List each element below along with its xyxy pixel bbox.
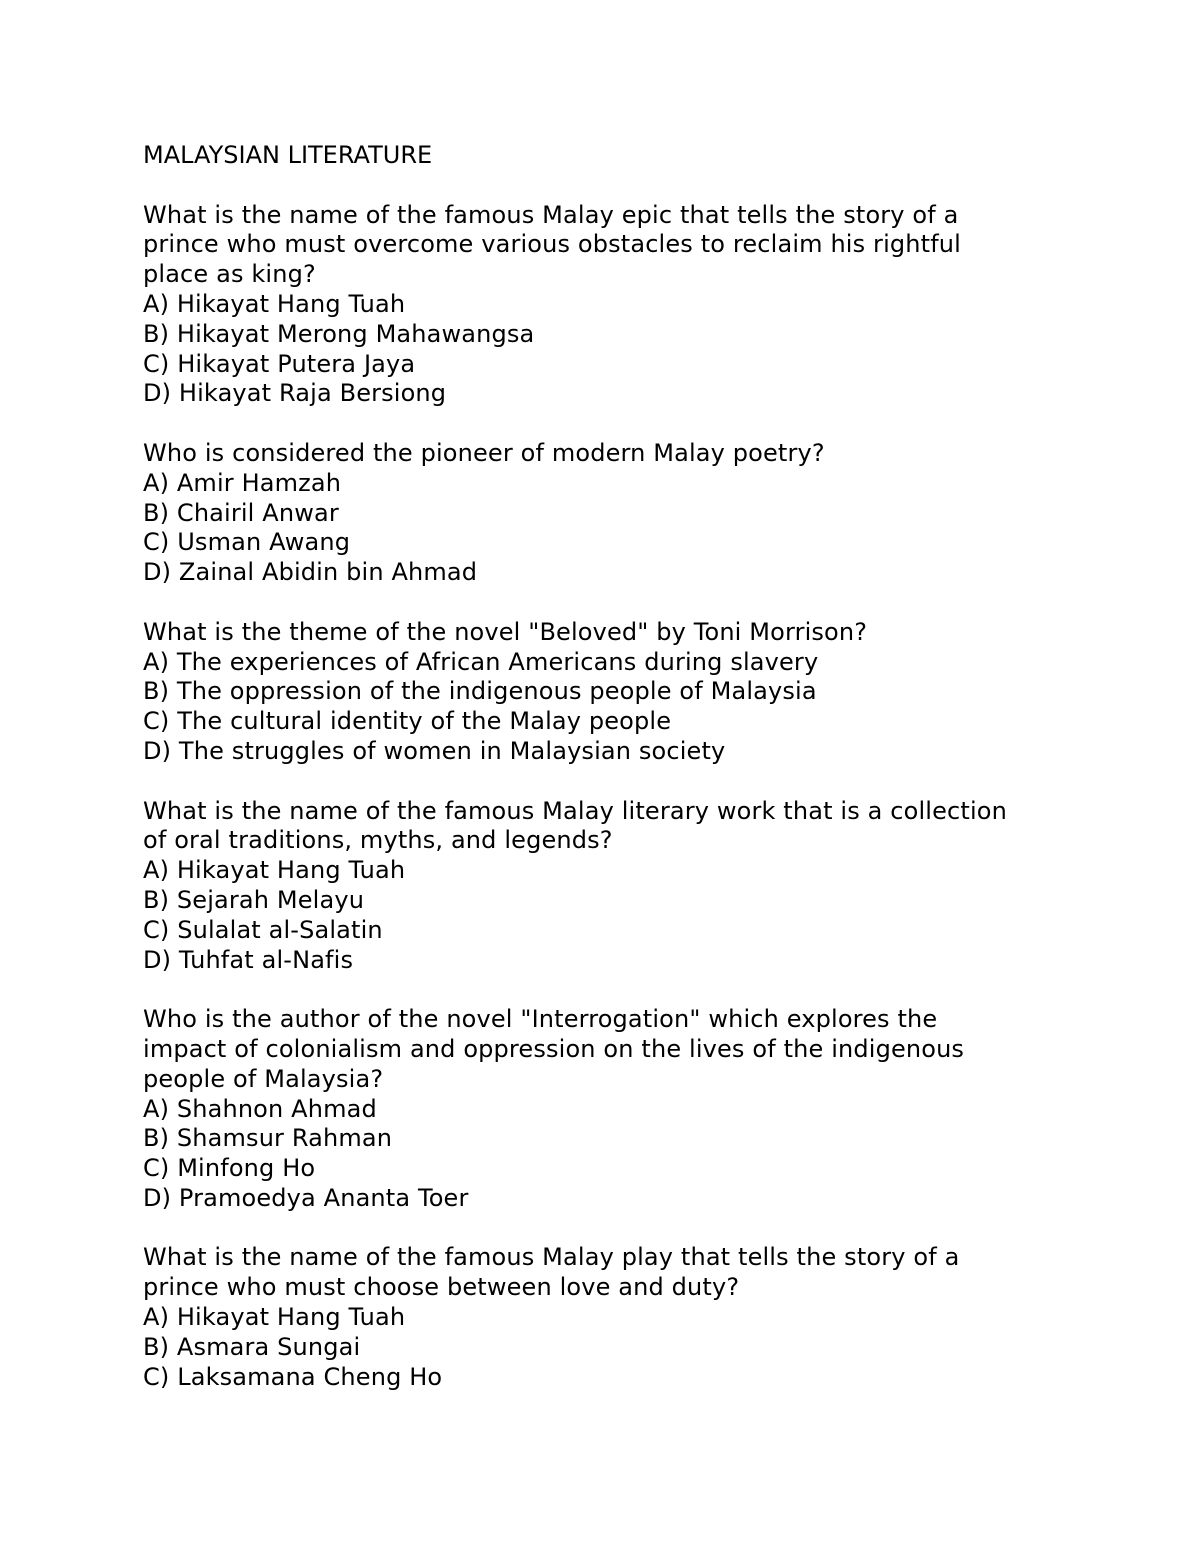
document-page: [143, 141, 1143, 1392]
answer-options: [143, 290, 1143, 409]
answer-option: C) Usman Awang: [143, 528, 351, 557]
answer-option: A) The experiences of African Americans during slavery: [143, 647, 819, 676]
question-text-line: impact of colonialism and oppression on the lives of the indigenous: [143, 1034, 965, 1063]
question-text-line: Who is considered the pioneer of modern Malay poetry?: [143, 438, 825, 467]
question-text-line: What is the name of the famous Malay epic that tells the story of a: [143, 200, 959, 229]
spacer: [143, 171, 1143, 201]
question-text-line: What is the theme of the novel "Beloved" by Toni Morrison?: [143, 617, 868, 646]
question-text-line: What is the name of the famous Malay play that tells the story of a: [143, 1243, 960, 1272]
question-text-line: What is the name of the famous Malay literary work that is a collection: [143, 796, 1007, 825]
answer-option: B) Hikayat Merong Mahawangsa: [143, 319, 535, 348]
spacer: [143, 588, 1143, 618]
spacer: [143, 767, 1143, 797]
question-list: [143, 201, 1143, 1393]
question-block: [143, 618, 1143, 767]
answer-option: A) Shahnon Ahmad: [143, 1094, 377, 1123]
question-text-line: Who is the author of the novel "Interrogation" which explores the: [143, 1005, 938, 1034]
spacer: [143, 1214, 1143, 1244]
answer-option: B) Shamsur Rahman: [143, 1124, 393, 1153]
answer-option: C) Laksamana Cheng Ho: [143, 1362, 443, 1391]
answer-options: [143, 1095, 1143, 1214]
question-block: [143, 797, 1143, 976]
answer-option: A) Amir Hamzah: [143, 468, 342, 497]
answer-option: B) Asmara Sungai: [143, 1332, 361, 1361]
answer-option: A) Hikayat Hang Tuah: [143, 1303, 406, 1332]
answer-options: [143, 469, 1143, 588]
answer-options: [143, 648, 1143, 767]
question-text-line: people of Malaysia?: [143, 1064, 384, 1093]
answer-option: A) Hikayat Hang Tuah: [143, 289, 406, 318]
answer-option: D) The struggles of women in Malaysian society: [143, 736, 726, 765]
question-block: [143, 201, 1143, 410]
spacer: [143, 409, 1143, 439]
answer-option: C) Hikayat Putera Jaya: [143, 349, 416, 378]
question-text-line: prince who must choose between love and duty?: [143, 1273, 740, 1302]
document-title: MALAYSIAN LITERATURE: [143, 141, 433, 169]
question-text-line: of oral traditions, myths, and legends?: [143, 826, 613, 855]
answer-option: C) Sulalat al-Salatin: [143, 915, 383, 944]
answer-option: B) Sejarah Melayu: [143, 885, 365, 914]
answer-option: D) Tuhfat al-Nafis: [143, 945, 354, 974]
spacer: [143, 975, 1143, 1005]
question-block: [143, 1005, 1143, 1214]
answer-option: B) The oppression of the indigenous people of Malaysia: [143, 677, 817, 706]
answer-options: [143, 856, 1143, 975]
answer-option: D) Pramoedya Ananta Toer: [143, 1183, 469, 1212]
answer-options: [143, 1303, 1143, 1392]
answer-option: D) Zainal Abidin bin Ahmad: [143, 558, 478, 587]
answer-option: C) Minfong Ho: [143, 1154, 316, 1183]
question-block: [143, 439, 1143, 588]
answer-option: B) Chairil Anwar: [143, 498, 339, 527]
answer-option: D) Hikayat Raja Bersiong: [143, 379, 447, 408]
question-block: [143, 1243, 1143, 1392]
question-text-line: prince who must overcome various obstacles to reclaim his rightful: [143, 230, 961, 259]
question-text-line: place as king?: [143, 260, 316, 289]
answer-option: A) Hikayat Hang Tuah: [143, 856, 406, 885]
answer-option: C) The cultural identity of the Malay people: [143, 707, 672, 736]
